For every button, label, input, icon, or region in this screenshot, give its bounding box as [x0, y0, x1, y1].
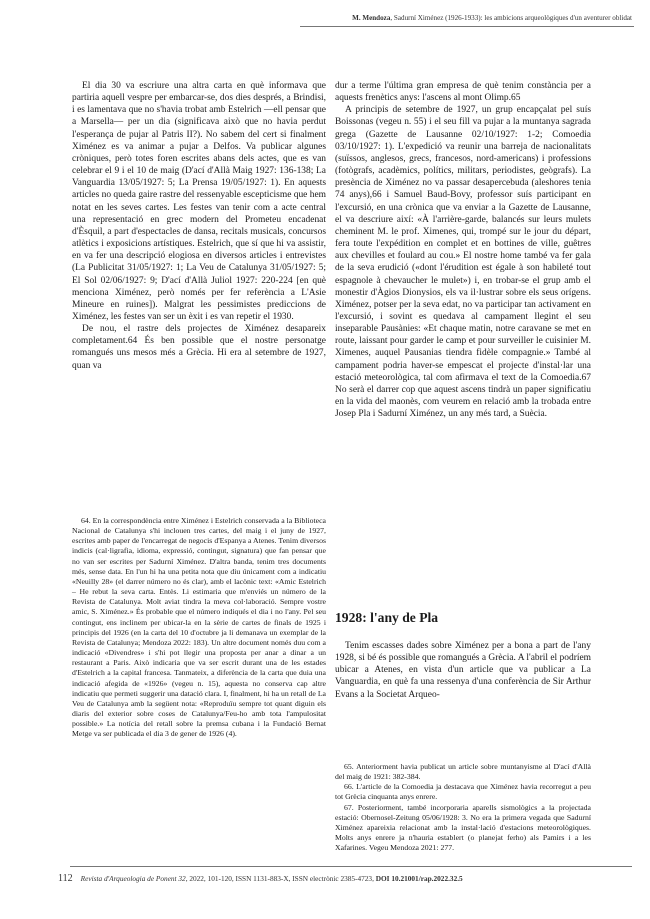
page-number: 112: [58, 873, 73, 884]
journal-name: Revista d'Arqueologia de Ponent 32: [80, 874, 186, 883]
header-rule: [300, 26, 634, 27]
footnote-67: 67. Posteriorment, també incorporaria aparells sismològics a la projectada estació: Obernosel-Zeitung 05/06/1928: 3. No era la primera vegada que Sadurní Ximénez apareixia relacionat amb la instal·lació d'estacions meteorològiques. Molts anys enrere ja n'hauria establert (o planejat ferho) als Pamirs i a les Xafarines. Vegeu Mendoza 2021: 277.: [335, 802, 591, 853]
footnotes-left: [72, 516, 326, 739]
body-paragraph: El dia 30 va escriure una altra carta en què informava que partiria aquell vespre per embarcar-se, dos dies després, a Brindisi, i es lamentava que no s'havia trobat amb Estelrich —ell pensar que a Marsella— per un dia (significava això que no havia perdut l'esperança de pujar al Patris II?). No sabem del cert si finalment Ximénez es va animar a pujar a Delfos. Va publicar algunes cròniques, però totes foren escrites abans dels actes, que es van celebrar el 9 i el 10 de maig (D'ací d'Allà Maig 1927: 136-138; La Vanguardia 13/05/1927: 5; La Prensa 19/05/1927: 1). En aquests articles no queda gaire rastre del ressenyable escepticisme que hem notat en les seves cartes. Les festes van tenir com a acte central una representació en grec modern del Prometeu encadenat d'Èsquil, a part d'espectacles de dansa, recitals musicals, concursos atlètics i exposicions artístiques. Estelrich, que sí que hi va assistir, en va fer una descripció elogiosa en diversos articles i entrevistes (La Publicitat 31/05/1927: 1; La Veu de Catalunya 31/05/1927: 5; El Sol 02/06/1927: 9; D'ací d'Allà Juliol 1927: 220-224 [en què menciona Ximénez, però només per fer referència a L'Asie Mineure en ruines]). Malgrat les pessimistes prediccions de Ximénez, les festes van ser un èxit i es van repetir el 1930.: [72, 81, 326, 322]
footnote-65: 65. Anteriorment havia publicat un article sobre muntanyisme al D'ací d'Allà del maig de 1921: 382-384.: [335, 762, 591, 782]
footnote-64: 64. En la correspondència entre Ximénez i Estelrich conservada a la Biblioteca Nacional de Catalunya s'hi inclouen tres cartes, del maig i el juny de 1927, escrites amb paper de l'encarregat de negocis d'Espanya a Atenes. Tenim diversos indicis (cal·ligrafia, idioma, expressió, contingut, signatura) que fan pensar que no van ser escrites per Sadurní Ximénez. D'altra banda, tenim tres documents més, sense data. En l'un hi ha una petita nota que diu únicament com a indicatiu «Neuilly 28» (el darrer número no és clar), amb el lacònic text: «Amic Estelrich – He rebut la seva carta. Entès. Li estimaria que m'enviés un número de la Revista de Catalunya. Molt aviat tindra la meva col·laboració. Sempre vostre amic, S. Ximénez.» És probable que el número indiqués el dia i no l'any. Pel seu contingut, ens inclinem per ubicar-la en la sèrie de cartes de finals de 1925 i principis del 1926 (en la carta del 10 d'octubre ja li demanava un exemplar de la Revista de Catalunya; Mendoza 2022: 183). Un altre document només duu com a indicació «Divendres» i s'hi pot llegir una proposta per anar a dinar a un restaurant a Paris. Això indicaria que va ser escrit durant una de les estades d'Estelrich a la capital francesa. Tanmateix, a diferència de la carta que duia una indicació afegida de «1926» (vegeu n. 15), aquesta no conserva cap altre indicatiu que permeti suggerir una datació clara. I, finalment, hi ha un retall de La Veu de Catalunya amb la següent nota: «Reproduïu sempre tot quant diguin els diaris del exterior sobre coses de Catalunya/Feu-ho amb tota l'ampulositat possible.» La notícia del retall sobre la premsa cubana i la Fundació Bernat Metge va ser publicada el dia 3 de gener de 1926 (4).: [72, 516, 326, 739]
body-paragraph: Tenim escasses dades sobre Ximénez per a bona a part de l'any 1928, si bé és possible que romangués a Grècia. A l'abril el podríem ubicar a Atenes, en vista d'un article que va publicar a La Vanguardia, en què fa una ressenya d'una conferència de Sir Arthur Evans a la Societat Arqueo-: [335, 641, 591, 700]
body-column-right-lower: [335, 640, 591, 701]
running-head-title: , Sadurní Ximénez (1926-1933): les ambicions arqueològiques d'un aventurer oblidat: [390, 14, 632, 22]
footnote-66: 66. L'article de la Comoedia ja destacava que Ximénez havia recorregut a peu tot Grècia cinquanta anys enrere.: [335, 782, 591, 802]
doi: DOI 10.21001/rap.2022.32.5: [375, 874, 463, 883]
section-heading: 1928: l'any de Pla: [335, 610, 439, 625]
body-column-right: [335, 80, 591, 420]
footer-rule: [70, 866, 632, 867]
body-paragraph: A principis de setembre de 1927, un grup encapçalat pel suís Boissonas (vegeu n. 55) i el seu fill va pujar a la muntanya sagrada grega (Gazette de Lausanne 02/10/1927: 1-2; Comoedia 03/10/1927: 1). L'expedició va reunir una barreja de nacionalitats (suïssos, anglesos, grecs, francesos, nord-americans) i professions (fotògrafs, acadèmics, polítics, militars, periodistes, geògrafs). La presència de Ximénez no va passar desapercebuda (aleshores tenia 74 anys),66 i Samuel Baud-Bovy, professor suís participant en l'excursió, en una crònica que va enviar a la Gazette de Lausanne, el va descriure així: «À l'arrière-garde, balancés sur leurs mulets cheminent M. le prof. Ximenes, qui, trompé sur le jour du départ, fera toute l'expédition en complet et en bottines de ville, guêtres aux chevilles et foulard au cou.» El nostre home també va fer gala de la seva erudició («dont l'érudition est égale à son habileté tout espagnole à chevaucher le mulet») i, en trobar-se el grup amb el monestir d'Àgios Dionysios, els va il·lustrar sobre els seus orígens. Ximénez, potser per la seva edat, no va participar tan activament en l'excursió, i sovint es quedava al campament llegint el seu inseparable Pausànies: «Et chaque matin, notre caravane se met en route, laissant pour garder le camp et pour surveiller le cuisinier M. Ximenes, auquel Pausanias tiendra fidèle compagnie.» També al campament podria haver-se empescat el projecte d'instal·lar una estació meteorològica, tal com afirmava el text de la Comoedia.67 No serà el darrer cop que aquest ascens tindrà un paper significatiu en la vida del maonès, com veurem en relació amb la trobada entre Josep Pla i Sadurní Ximénez, un any més tard, a Suècia.: [335, 105, 591, 420]
running-head: [32, 14, 632, 22]
journal-details: , 2022, 101-120, ISSN 1131-883-X, ISSN electrònic 2385-4723,: [185, 874, 376, 883]
footnotes-right: [335, 762, 591, 853]
body-paragraph: dur a terme l'última gran empresa de què tenim constància per a aquests frenètics anys: l'ascens al mont Olimp.65: [335, 81, 591, 104]
body-paragraph: De nou, el rastre dels projectes de Ximénez desapareix completament.64 És ben possible que el nostre personatge romangués uns mesos més a Grècia. Hi era al setembre de 1927, quan va: [72, 324, 326, 371]
page-footer: [58, 873, 638, 884]
running-head-author: M. Mendoza: [352, 14, 391, 22]
body-column-left: [72, 80, 326, 372]
